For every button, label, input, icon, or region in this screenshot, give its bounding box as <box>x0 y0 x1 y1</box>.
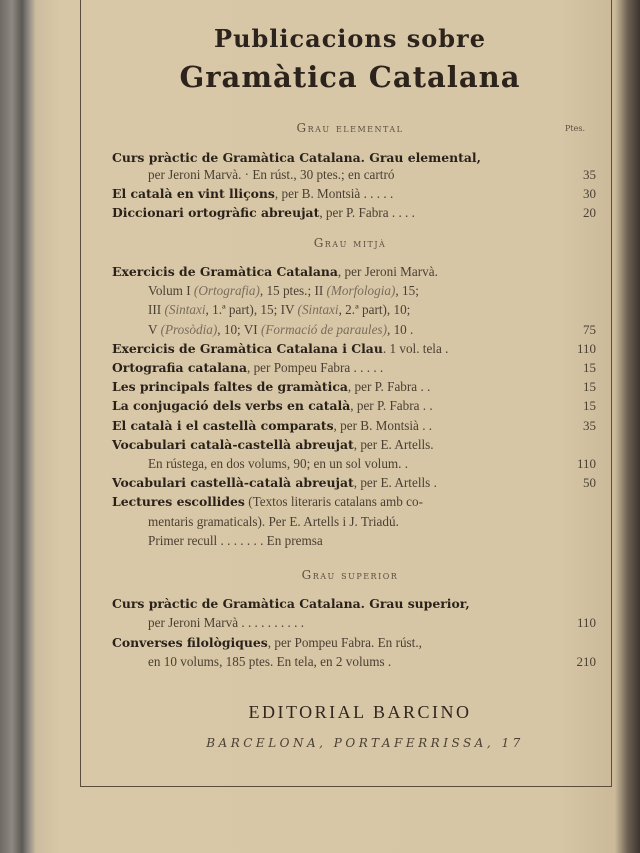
entry-price: 35 <box>583 417 596 433</box>
catalog-entry-line <box>112 635 422 651</box>
entry-price: 110 <box>576 615 596 630</box>
catalog-entry-line <box>148 456 408 472</box>
catalog-entry-line <box>148 654 391 670</box>
publisher-name: EDITORIAL BARCINO <box>248 702 472 722</box>
catalog-entry-line <box>148 514 399 530</box>
price-column-header: Ptes. <box>565 124 585 133</box>
catalog-entry-line <box>112 596 470 612</box>
entry-text: , per P. Fabra . . <box>347 379 431 395</box>
entry-text: mentaris gramaticals). Per E. Artells i J. Triadú. <box>148 513 399 529</box>
entry-title: Vocabulari català-castellà abreujat <box>112 436 354 452</box>
entry-title: Ortografia catalana <box>112 360 247 375</box>
catalog-entry-line <box>148 283 419 299</box>
entry-title: La conjugació dels verbs en català <box>112 398 351 414</box>
entry-text: , 1.ª part), 15; IV <box>205 302 298 318</box>
entry-text: , 10 . <box>386 321 414 337</box>
entry-text: . 1 vol. tela . <box>382 340 449 356</box>
entry-text: (Textos literaris catalans amb co- <box>244 494 424 510</box>
catalog-entry-line <box>112 186 393 202</box>
entry-price: 50 <box>583 475 596 491</box>
catalog-entry-line <box>148 167 394 183</box>
entry-text: III <box>148 302 165 318</box>
entry-title: El català i el castellà comparats <box>112 417 334 433</box>
entry-price: 20 <box>583 205 596 220</box>
entry-text: V <box>148 321 161 337</box>
section-heading: Grau superior <box>301 568 399 582</box>
catalog-entry-line <box>112 341 448 357</box>
catalog-entry-line <box>112 379 430 395</box>
entry-price: 15 <box>583 360 596 375</box>
entry-title: Curs pràctic de Gramàtica Catalana. Grau elemental, <box>112 150 481 165</box>
catalog-entry-line <box>112 360 383 376</box>
catalog-entry-line <box>148 533 323 549</box>
entry-price: 75 <box>583 321 596 337</box>
entry-subtitle: (Sintaxi <box>297 302 339 318</box>
section-heading: Grau elemental <box>296 121 404 135</box>
entry-text: , per Pompeu Fabra. En rúst., <box>267 635 422 650</box>
title-line-2: Gramàtica Catalana <box>179 60 521 94</box>
entry-price: 15 <box>583 379 596 395</box>
entry-text: , per B. Montsià . . . . . <box>274 186 394 201</box>
entry-text: per Jeroni Marvà. · En rúst., 30 ptes.; en cartró <box>148 167 395 182</box>
entry-text: , 15 ptes.; II <box>259 283 327 299</box>
entry-title: Exercicis de Gramàtica Catalana i Clau <box>112 340 383 356</box>
title-line-1: Publicacions sobre <box>214 24 486 53</box>
entry-text: , per E. Artells . <box>353 475 437 491</box>
entry-price: 210 <box>576 654 596 669</box>
entry-price: 110 <box>576 340 596 356</box>
entry-text: en 10 volums, 185 ptes. En tela, en 2 volums . <box>148 654 392 669</box>
entry-title: Les principals faltes de gramàtica <box>112 379 348 395</box>
catalog-entry-line <box>112 398 433 414</box>
catalog-entry-line <box>112 264 438 280</box>
entry-subtitle: (Morfologia) <box>326 283 396 299</box>
catalog-entry-line <box>112 205 415 221</box>
entry-title: El català en vint lliçons <box>112 186 275 201</box>
entry-title: Vocabulari castellà-català abreujat <box>112 475 354 491</box>
entry-price: 30 <box>583 186 596 201</box>
entry-subtitle: (Ortografia) <box>193 283 260 299</box>
entry-text: , 10; VI <box>217 321 261 337</box>
entry-title: Diccionari ortogràfic abreujat <box>112 205 320 220</box>
catalog-entry-line <box>148 302 410 318</box>
entry-subtitle: (Sintaxi <box>164 302 206 318</box>
entry-text: , per P. Fabra . . . . <box>319 205 415 220</box>
entry-text: , per E. Artells. <box>353 436 434 452</box>
entry-price: 15 <box>583 398 596 414</box>
entry-text: En rústega, en dos volums, 90; en un sol volum. . <box>148 456 409 471</box>
entry-title: Lectures escollides <box>112 494 245 510</box>
entry-text: , per Jeroni Marvà. <box>337 264 438 279</box>
entry-title: Exercicis de Gramàtica Catalana <box>112 264 338 279</box>
catalog-entry-line <box>112 418 432 434</box>
publisher-address: BARCELONA, PORTAFERRISSA, 17 <box>206 736 524 750</box>
entry-title: Converses filològiques <box>112 635 268 650</box>
catalog-entry-line <box>112 494 423 510</box>
entry-text: Primer recull . . . . . . . En premsa <box>148 532 323 548</box>
entry-price: 110 <box>576 456 596 471</box>
catalog-entry-line <box>148 322 413 338</box>
entry-price: 35 <box>583 167 596 182</box>
entry-text: Volum I <box>148 283 194 299</box>
entry-subtitle: (Prosòdia) <box>160 321 218 337</box>
entry-text: , per P. Fabra . . <box>350 398 433 414</box>
entry-text: , per Pompeu Fabra . . . . . <box>246 360 384 375</box>
section-heading: Grau mitjà <box>313 236 387 250</box>
entry-text: per Jeroni Marvà . . . . . . . . . . <box>148 615 305 630</box>
catalog-entry-line <box>112 150 481 166</box>
entry-text: , 2.ª part), 10; <box>338 302 411 318</box>
entry-text: , 15; <box>395 283 419 299</box>
entry-subtitle: (Formació de paraules) <box>260 321 387 337</box>
entry-text: , per B. Montsià . . <box>333 417 433 433</box>
catalog-entry-line <box>148 615 304 631</box>
catalog-entry-line <box>112 437 434 453</box>
catalog-entry-line <box>112 475 437 491</box>
entry-title: Curs pràctic de Gramàtica Catalana. Grau superior, <box>112 596 470 611</box>
